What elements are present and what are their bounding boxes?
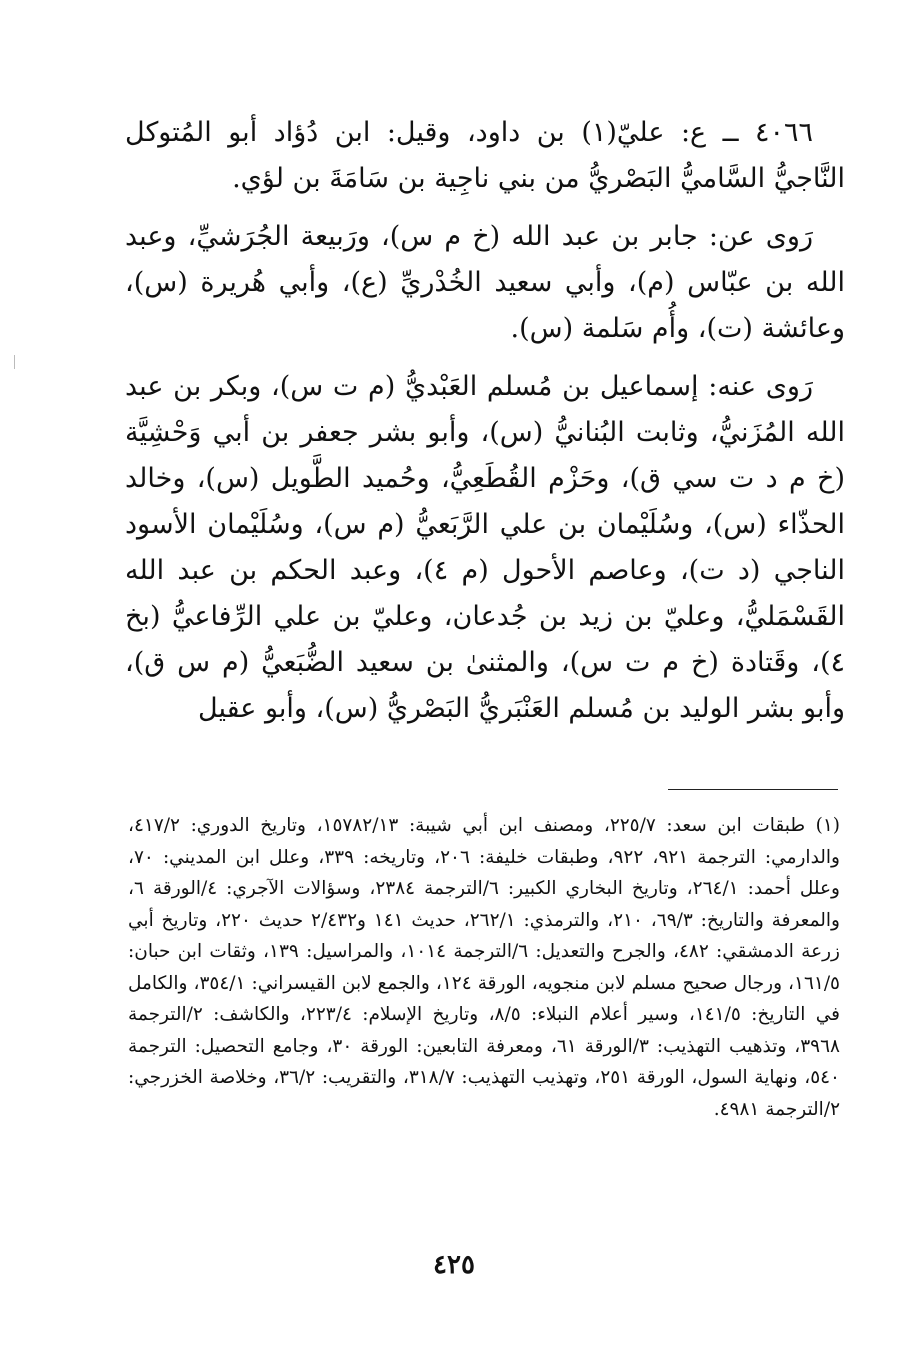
entry-heading-paragraph: ٤٠٦٦ ــ ع: عليّ(١) بن داود، وقيل: ابن دُؤاد أبو المُتوكل النَّاجيُّ السَّاميُّ البَصْريُّ من بني ناجِية بن سَامَةَ بن لؤي. <box>125 117 845 194</box>
footnotes <box>128 810 840 1125</box>
narrated-by-paragraph: رَوى عنه: إسماعيل بن مُسلم العَبْديُّ (م ت س)، وبكر بن عبد الله المُزَنيُّ، وثابت البُنانيُّ (س)، وأبو بشر جعفر بن أبي وَحْشِيَّة (خ م د ت سي ق)، وحَزْم القُطَعِيُّ، وحُميد الطَّويل (س)، وخالد الحذّاء (س)، وسُلَيْمان بن علي الرَّبَعيُّ (م س)، وسُلَيْمان الأسود الناجي (د ت)، وعاصم الأحول (م ٤)، وعبد الحكم بن عبد الله القَسْمَليُّ، وعليّ بن زيد بن جُدعان، وعليّ بن علي الرِّفاعيُّ (بخ ٤)، وقَتادة (خ م ت س)، والمثنىٰ بن سعيد الضُّبَعيُّ (م س ق)، وأبو بشر الوليد بن مُسلم العَنْبَريُّ البَصْريُّ (س)، وأبو عقيل <box>125 371 845 724</box>
margin-mark <box>14 355 15 369</box>
page-number: ٤٢٥ <box>433 1250 475 1280</box>
narrated-from-paragraph: رَوى عن: جابر بن عبد الله (خ م س)، ورَبيعة الجُرَشيِّ، وعبد الله بن عبّاس (م)، وأبي سعيد الخُدْريِّ (ع)، وأبي هُريرة (س)، وعائشة (ت)، وأُم سَلمة (س). <box>125 221 845 344</box>
biography-entry <box>125 110 845 744</box>
footnote-1: (١) طبقات ابن سعد: ٢٢٥/٧، ومصنف ابن أبي شيبة: ١٥٧٨٢/١٣، وتاريخ الدوري: ٤١٧/٢، والدارمي: الترجمة ٩٢١، ٩٢٢، وطبقات خليفة: ٢٠٦، وتاريخه: ٣٣٩، وعلل ابن المديني: ٧٠، وعلل أحمد: ٢٦٤/١، وتاريخ البخاري الكبير: ٦/الترجمة ٢٣٨٤، وسؤالات الآجري: ٤/الورقة ٦، والمعرفة والتاريخ: ٦٩/٣، ٢١٠، والترمذي: ٢٦٢/١، حديث ١٤١ و٢/٤٣٢ حديث ٢٢٠، وتاريخ أبي زرعة الدمشقي: ٤٨٢، والجرح والتعديل: ٦/الترجمة ١٠١٤، والمراسيل: ١٣٩، وثقات ابن حبان: ١٦١/٥، ورجال صحيح مسلم لابن منجويه، الورقة ١٢٤، والجمع لابن القيسراني: ٣٥٤/١، والكامل في التاريخ: ١٤١/٥، وسير أعلام النبلاء: ٨/٥، وتاريخ الإسلام: ٢٢٣/٤، والكاشف: ٢/الترجمة ٣٩٦٨، وتذهيب التهذيب: ٣/الورقة ٦١، ومعرفة التابعين: الورقة ٣٠، وجامع التحصيل: الترجمة ٥٤٠، ونهاية السول، الورقة ٢٥١، وتهذيب التهذيب: ٣١٨/٧، والتقريب: ٣٦/٢، وخلاصة الخزرجي: ٢/الترجمة ٤٩٨١. <box>128 815 841 1120</box>
footnote-separator <box>668 789 838 790</box>
